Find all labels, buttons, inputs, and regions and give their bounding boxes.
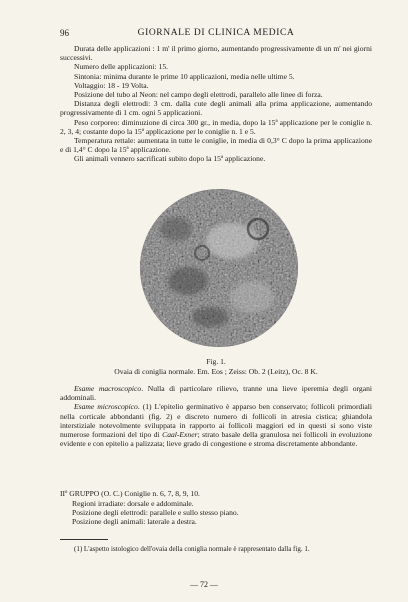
journal-title: GIORNALE DI CLINICA MEDICA: [137, 28, 295, 38]
footnote: (1) L'aspetto istologico dell'ovaia della coniglia normale è rappresentato dalla fig. 1.: [74, 545, 310, 553]
microscopic-text-a: . (1) L'epitelio germinativo è apparso ben conservato; follicoli primordiali nella corticale abbondanti (fig. 2) e discreto numero di follicoli in atresia cistica; ghiandola interstiziale notevolmente sviluppata in rapporto ai follicoli maggiori ed in questi si sono viste numerose formazioni del tipo di: [60, 402, 372, 440]
protocol-block: [60, 44, 372, 164]
paragraph-electrode-distance: Distanza degli elettrodi: 3 cm. dalla cute degli animali alla prima applicazione, aumentando progressivamente di 1 cm. ogni 5 applicazioni.: [60, 99, 372, 118]
figure-caption: Ovaia di coniglia normale. Em. Eos ; Zeiss: Ob. 2 (Leitz), Oc. 8 K.: [114, 367, 318, 376]
group-heading: IIº GRUPPO (O. C.) Coniglie n. 6, 7, 8, 9, 10.: [60, 489, 200, 498]
group-line-regions: Regioni irradiate: dorsale e addominale.: [72, 499, 194, 508]
page-footer: — 72 —: [190, 580, 218, 589]
macroscopic-paragraph: [60, 384, 372, 402]
paragraph-temperature: Temperatura rettale: aumentata in tutte le coniglie, in media di 0,3° C dopo la prima applicazione e di 1,4° C dopo la 15ª applicazione.: [60, 136, 372, 155]
paragraph-sacrifice: Gli animali vennero sacrificati subito dopo la 15ª applicazione.: [74, 154, 266, 164]
group-line-animals: Posizione degli animali: laterale a destra.: [72, 517, 197, 527]
group-line-electrodes: Posizione degli elettrodi: parallele e sullo stesso piano.: [72, 508, 239, 518]
running-header: [60, 28, 372, 40]
micrograph-image: [140, 189, 298, 347]
page-number: 96: [60, 28, 69, 38]
microscopic-text-b: ; strato basale della granulosa nei follicoli in evoluzione evidente e con epitelio a palizzata; lieve grado di congestione e stroma discretamente abbondante.: [60, 430, 372, 449]
examination-block: [60, 384, 372, 448]
paragraph-body-weight: Peso corporeo: diminuzione di circa 300 gr., in media, dopo la 15ª applicazione per le coniglie n. 2, 3, 4; costante dopo la 15ª applicazione per le coniglie n. 1 e 5.: [60, 117, 372, 136]
paragraph-count: Numero delle applicazioni: 15.: [74, 62, 169, 72]
paragraph-neon-tube: Posizione del tubo al Neon: nel campo degli elettrodi, parallelo alle linee di forza.: [74, 90, 323, 100]
microscopic-term: Caal-Exner: [162, 430, 198, 440]
microscopic-paragraph: [60, 402, 372, 448]
paragraph-duration: Durata delle applicazioni : 1 m' il primo giorno, aumentando progressivamente di un m' nei giorni successivi.: [60, 44, 372, 63]
paragraph-voltage: Voltaggio: 18 - 19 Volta.: [74, 80, 149, 90]
paragraph-tuning: Sintonia: minima durante le prime 10 applicazioni, media nelle ultime 5.: [74, 71, 295, 81]
footnote-divider: [60, 539, 108, 540]
group-details: [72, 499, 372, 527]
figure-label: Fig. 1.: [206, 357, 226, 366]
microscopic-lead: Esame microscopico: [74, 402, 138, 412]
macroscopic-text: . Nulla di particolare rilievo, tranne una lieve iperemia degli organi addominali.: [60, 384, 372, 403]
macroscopic-lead: Esame macroscopico: [74, 384, 142, 393]
